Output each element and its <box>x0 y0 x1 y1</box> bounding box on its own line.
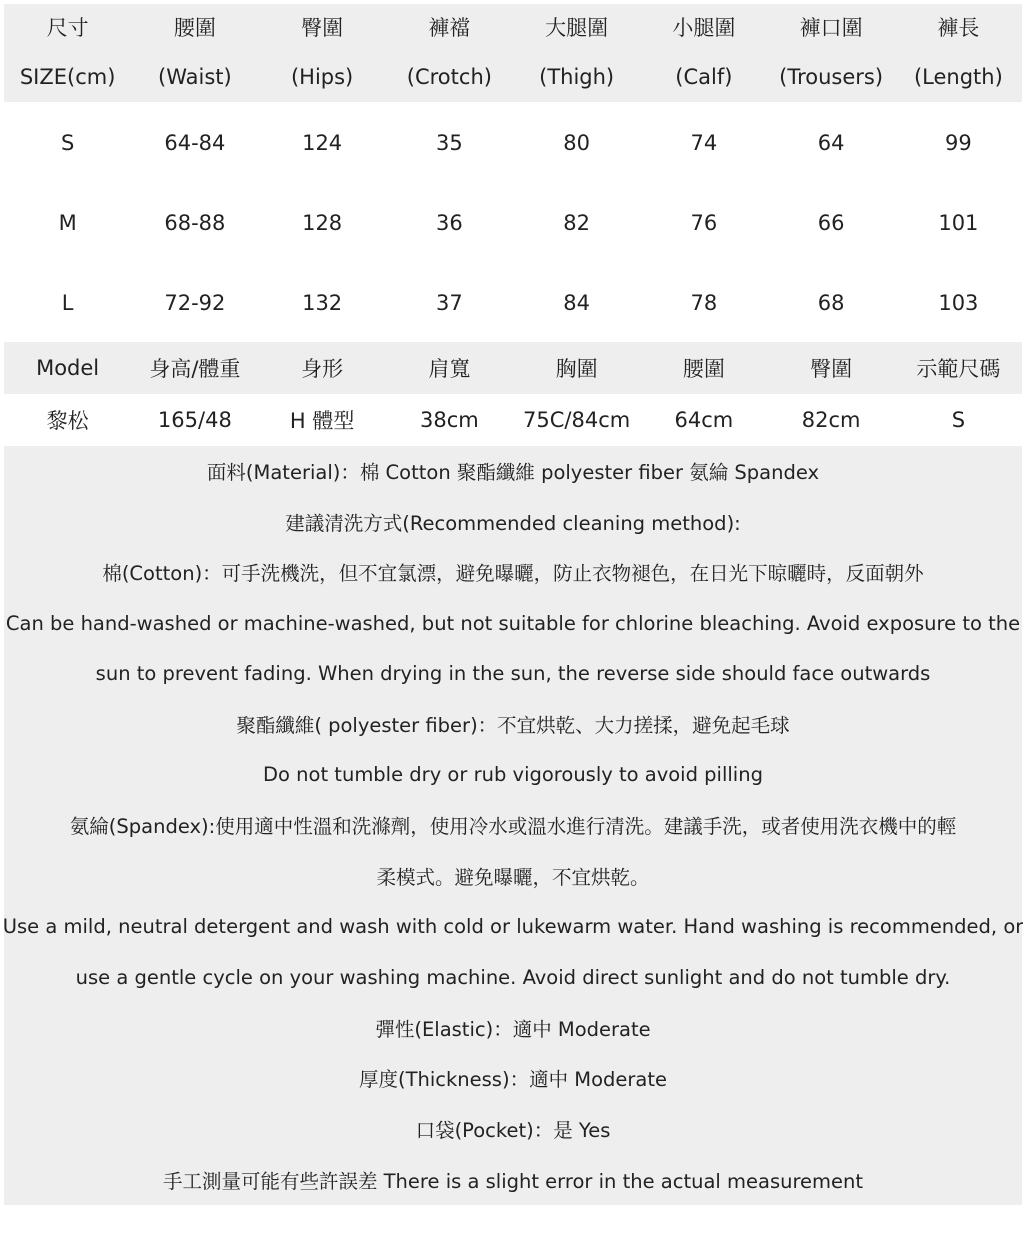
table-cell: 76 <box>690 211 718 235</box>
table-cell: S <box>951 408 966 432</box>
polyester-care-cn: 聚酯纖維( polyester fiber)：不宜烘乾、大力搓揉，避免起毛球 <box>236 714 790 738</box>
table-cell: 64 <box>817 131 845 155</box>
measurement-note: 手工測量可能有些許誤差 There is a slight error in the actual measurement <box>162 1169 864 1193</box>
header-en-crotch: (Crotch) <box>406 65 492 89</box>
table-cell: S <box>60 131 75 155</box>
model-row <box>4 396 1022 444</box>
spandex-care-en-2: use a gentle cycle on your washing machine. Avoid direct sunlight and do not tumble dry. <box>75 965 951 989</box>
table-cell: 68-88 <box>164 211 226 235</box>
model-header-shoulder: 肩寬 <box>428 357 471 381</box>
table-cell: 165/48 <box>157 408 232 432</box>
thickness-line: 厚度(Thickness)：適中 Moderate <box>358 1068 668 1092</box>
table-cell: 78 <box>690 291 718 315</box>
table-cell: H 體型 <box>289 409 355 433</box>
header-cn-thigh: 大腿圍 <box>545 16 609 40</box>
header-en-size: SIZE(cm) <box>19 65 116 89</box>
material-line: 面料(Material)：棉 Cotton 聚酯纖維 polyester fiber 氨綸 Spandex <box>206 461 820 485</box>
polyester-care-en: Do not tumble dry or rub vigorously to avoid pilling <box>263 763 763 787</box>
header-cn-hips: 臀圍 <box>301 16 344 40</box>
table-cell: 84 <box>563 291 590 315</box>
model-header-hips: 臀圍 <box>810 357 853 381</box>
header-cn-length: 褲長 <box>937 16 980 40</box>
pocket-line: 口袋(Pocket)：是 Yes <box>415 1119 611 1143</box>
header-cn-waist: 腰圍 <box>173 16 216 40</box>
table-cell: 101 <box>938 211 979 235</box>
header-cn-calf: 小腿圍 <box>672 16 736 40</box>
spandex-care-en-1: Use a mild, neutral detergent and wash with cold or lukewarm water. Hand washing is recommended, or <box>2 915 1023 939</box>
size-row-s <box>4 118 1022 168</box>
table-cell: 64cm <box>674 408 734 432</box>
table-cell: 38cm <box>420 408 479 432</box>
table-cell: 132 <box>302 291 343 315</box>
size-row-m <box>4 198 1022 248</box>
table-cell: 80 <box>563 131 590 155</box>
model-header-model: Model <box>36 356 100 380</box>
table-cell: 黎松 <box>46 409 89 433</box>
model-header-waist: 腰圍 <box>682 357 725 381</box>
spandex-care-cn-1: 氨綸(Spandex):使用適中性溫和洗滌劑，使用冷水或溫水進行清洗。建議手洗，或者使用洗衣機中的輕 <box>69 815 957 839</box>
care-instructions <box>4 446 1022 1205</box>
model-header-row <box>4 342 1022 394</box>
model-header-height-weight: 身高/體重 <box>149 357 241 381</box>
model-header-bust: 胸圍 <box>555 357 598 381</box>
header-cn-trousers: 褲口圍 <box>799 16 863 40</box>
cotton-care-cn: 棉(Cotton)：可手洗機洗，但不宜氯漂，避免曝曬，防止衣物褪色，在日光下晾曬時，反面朝外 <box>102 562 924 586</box>
table-cell: M <box>58 211 77 235</box>
header-en-waist: (Waist) <box>158 65 232 89</box>
table-cell: 66 <box>817 211 845 235</box>
header-en-trousers: (Trousers) <box>779 65 884 89</box>
table-cell: 64-84 <box>164 131 226 155</box>
size-header-cn-row <box>4 4 1022 50</box>
table-cell: 128 <box>302 211 343 235</box>
cotton-care-en-2: sun to prevent fading. When drying in the sun, the reverse side should face outwards <box>95 662 931 686</box>
table-cell: 82 <box>563 211 590 235</box>
size-row-l <box>4 278 1022 328</box>
header-en-length: (Length) <box>913 65 1003 89</box>
table-cell: 99 <box>945 131 972 155</box>
header-cn-size: 尺寸 <box>46 16 89 40</box>
table-cell: 124 <box>302 131 343 155</box>
table-cell: 75C/84cm <box>523 408 631 432</box>
model-header-body-shape: 身形 <box>301 357 344 381</box>
header-cn-crotch: 褲襠 <box>428 16 471 40</box>
size-header-en-row <box>4 52 1022 102</box>
model-header-size-worn: 示範尺碼 <box>916 357 1001 381</box>
header-en-hips: (Hips) <box>290 65 354 89</box>
cleaning-heading: 建議清洗方式(Recommended cleaning method): <box>285 511 741 535</box>
table-cell: 74 <box>690 131 718 155</box>
table-cell: 37 <box>436 291 463 315</box>
table-cell: 35 <box>436 131 463 155</box>
table-cell: 36 <box>436 211 463 235</box>
header-en-thigh: (Thigh) <box>539 65 615 89</box>
table-cell: 103 <box>938 291 979 315</box>
cotton-care-en-1: Can be hand-washed or machine-washed, but not suitable for chlorine bleaching. Avoid exposure to the <box>5 611 1021 635</box>
table-cell: 68 <box>817 291 845 315</box>
elastic-line: 彈性(Elastic)：適中 Moderate <box>375 1017 651 1041</box>
spandex-care-cn-2: 柔模式。避免曝曬，不宜烘乾。 <box>376 866 650 890</box>
table-cell: 72-92 <box>164 291 226 315</box>
table-cell: 82cm <box>801 408 861 432</box>
table-cell: L <box>61 291 74 315</box>
header-en-calf: (Calf) <box>675 65 733 89</box>
